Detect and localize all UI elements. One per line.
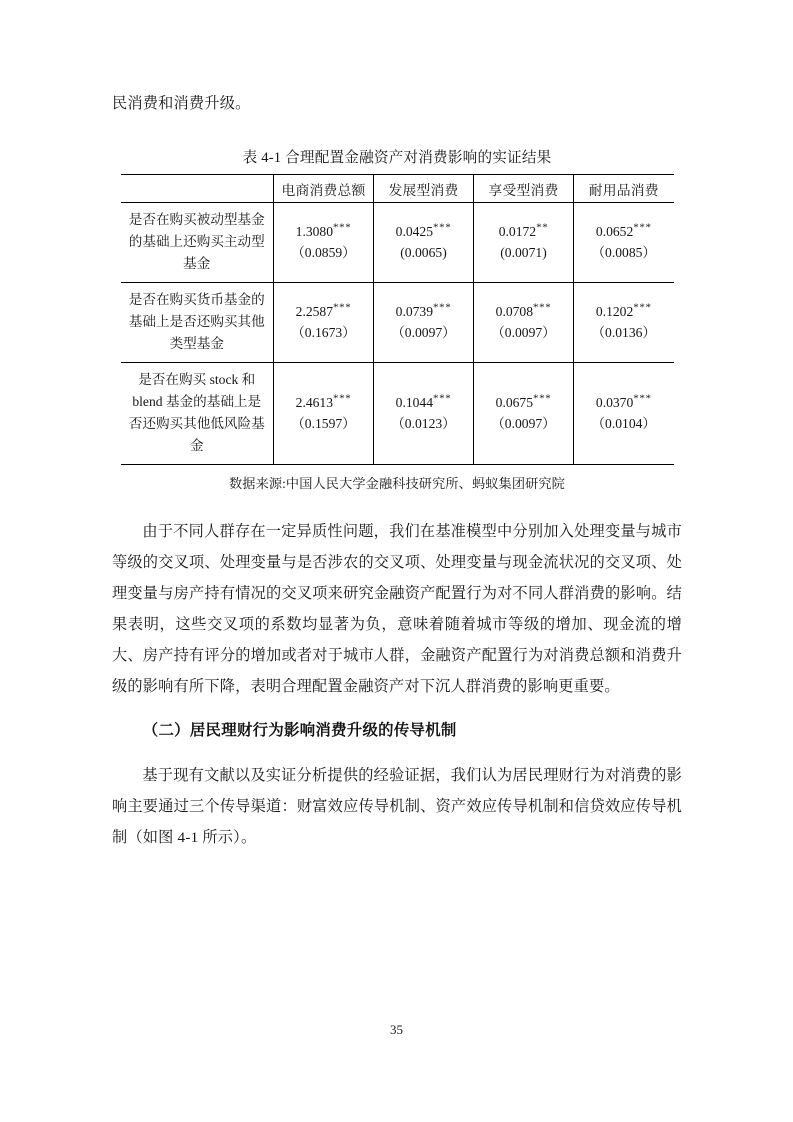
coefficient: 0.0739*** (395, 301, 452, 319)
table-row-label: 是否在购买货币基金的基础上是否还购买其他类型基金 (121, 283, 274, 363)
page-number: 35 (390, 1022, 403, 1037)
standard-error: （0.0136） (591, 325, 657, 340)
significance-stars: *** (333, 221, 352, 234)
significance-stars: *** (633, 392, 652, 405)
table-cell-value (374, 363, 474, 465)
spacer (112, 494, 682, 516)
table-cell-value (474, 203, 574, 283)
standard-error: （0.0097） (491, 325, 556, 340)
table-header-row (121, 175, 674, 203)
coefficient: 2.2587*** (295, 301, 352, 319)
significance-stars: *** (433, 221, 452, 234)
results-table (121, 174, 674, 465)
coefficient: 0.0370*** (595, 392, 652, 410)
table-header-corner (121, 175, 274, 203)
results-table-wrapper (121, 174, 674, 465)
table-cell-value (474, 283, 574, 363)
page-content (112, 88, 682, 853)
significance-stars: *** (633, 221, 652, 234)
coefficient: 0.1202*** (595, 301, 652, 319)
table-cell-value (274, 363, 374, 465)
table-row (121, 363, 674, 465)
significance-stars: *** (333, 301, 352, 314)
standard-error: （0.0085） (591, 245, 657, 260)
table-header-durable: 耐用品消费 (574, 175, 674, 203)
spacer (112, 746, 682, 760)
table-cell-value (274, 203, 374, 283)
significance-stars: *** (533, 301, 552, 314)
table-head (121, 175, 674, 203)
table-cell-value (574, 363, 674, 465)
spacer (112, 702, 682, 716)
table-row (121, 203, 674, 283)
coefficient: 2.4613*** (295, 392, 352, 410)
standard-error: （0.0097） (391, 325, 456, 340)
table-source-note: 数据来源:中国人民大学金融科技研究所、蚂蚁集团研究院 (229, 476, 565, 491)
standard-error: (0.0071) (500, 245, 547, 260)
table-cell-value (474, 363, 574, 465)
table-row-label: 是否在购买被动型基金的基础上还购买主动型基金 (121, 203, 274, 283)
standard-error: （0.1597） (291, 416, 356, 431)
significance-stars: *** (633, 301, 652, 314)
coefficient: 0.0425*** (395, 221, 452, 239)
table-cell-value (274, 283, 374, 363)
table-header-ecommerce-total: 电商消费总额 (274, 175, 374, 203)
table-cell-value (374, 203, 474, 283)
coefficient: 0.1044*** (395, 392, 452, 410)
table-header-development: 发展型消费 (374, 175, 474, 203)
coefficient: 1.3080*** (295, 221, 352, 239)
coefficient: 0.0708*** (495, 301, 552, 319)
standard-error: （0.0097） (491, 416, 556, 431)
standard-error: （0.0859） (291, 245, 356, 260)
table-body (121, 203, 674, 465)
table-cell-value (574, 283, 674, 363)
table-cell-value (574, 203, 674, 283)
significance-stars: *** (533, 392, 552, 405)
table-row (121, 283, 674, 363)
paragraph-top: 民消费和消费升级。 (112, 95, 251, 112)
table-cell-value (374, 283, 474, 363)
standard-error: （0.1673） (291, 325, 356, 340)
significance-stars: *** (333, 392, 352, 405)
coefficient: 0.0652*** (595, 221, 652, 239)
standard-error: (0.0065) (400, 245, 447, 260)
coefficient: 0.0675*** (495, 392, 552, 410)
significance-stars: *** (433, 392, 452, 405)
paragraph-conclusion: 基于现有文献以及实证分析提供的经验证据，我们认为居民理财行为对消费的影响主要通过三个传导渠道：财富效应传导机制、资产效应传导机制和信贷效应传导机制（如图 4-1 所示）。 (112, 767, 682, 846)
section-heading: （二）居民理财行为影响消费升级的传导机制 (142, 722, 457, 739)
table-row-label: 是否在购买 stock 和 blend 基金的基础上是否还购买其他低风险基金 (121, 363, 274, 465)
significance-stars: *** (433, 301, 452, 314)
table-caption: 表 4-1 合理配置金融资产对消费影响的实证结果 (242, 150, 552, 166)
spacer (112, 119, 682, 147)
standard-error: （0.0104） (591, 416, 657, 431)
coefficient: 0.0172** (498, 221, 549, 239)
significance-stars: ** (536, 221, 549, 234)
standard-error: （0.0123） (391, 416, 456, 431)
paragraph-analysis: 由于不同人群存在一定异质性问题，我们在基准模型中分别加入处理变量与城市等级的交叉项、处理变量与是否涉农的交叉项、处理变量与现金流状况的交叉项、处理变量与房产持有情况的交叉项来研究金融资产配置行为对不同人群消费的影响。结果表明，这些交叉项的系数均显著为负，意味着随着城市等级的增加、现金流的增大、房产持有评分的增加或者对于城市人群，金融资产配置行为对消费总额和消费升级的影响有所下降，表明合理配置金融资产对下沉人群消费的影响更重要。 (112, 523, 682, 695)
table-header-enjoyment: 享受型消费 (474, 175, 574, 203)
